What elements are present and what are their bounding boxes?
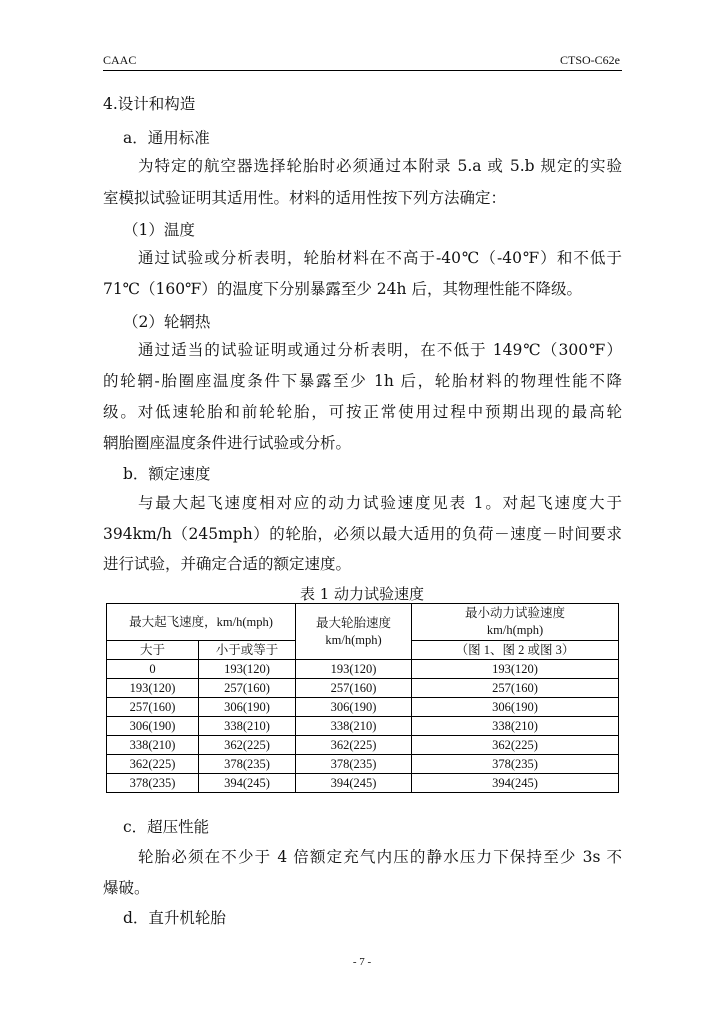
header-doc-id: CTSO-C62e [560, 53, 620, 67]
header-max-takeoff-speed: 最大起飞速度，km/h(mph) [107, 604, 296, 641]
cell-min-test-speed: 306(190) [412, 698, 619, 717]
header-min-test-speed [412, 604, 619, 641]
paragraph-a-line-2: 室模拟试验证明其适用性。材料的适用性按下列方法确定： [103, 189, 507, 207]
cell-max-tire-speed: 338(210) [296, 717, 412, 736]
item-a1-title: （1）温度 [123, 221, 195, 239]
header-over: 大于 [107, 641, 199, 660]
cell-max-tire-speed: 362(225) [296, 736, 412, 755]
cell-min-test-speed: 338(210) [412, 717, 619, 736]
header-figure-reference: （图 1、图 2 或图 3） [412, 641, 619, 660]
cell-min-test-speed: 378(235) [412, 755, 619, 774]
cell-over: 338(210) [107, 736, 199, 755]
paragraph-a1-line-1: 通过试验或分析表明，轮胎材料在不高于-40℃（-40℉）和不低于 [138, 249, 622, 267]
cell-max-tire-speed: 378(235) [296, 755, 412, 774]
paragraph-a2-line-4: 辋胎圈座温度条件进行试验或分析。 [103, 434, 352, 452]
table-row [107, 660, 619, 679]
cell-up-to: 257(160) [199, 679, 296, 698]
table-row [107, 717, 619, 736]
subsection-b-title: b．额定速度 [123, 465, 211, 483]
cell-up-to: 394(245) [199, 774, 296, 793]
cell-over: 257(160) [107, 698, 199, 717]
paragraph-b-line-2: 394km/h（245mph）的轮胎，必须以最大适用的负荷－速度－时间要求 [103, 525, 622, 543]
table-row [107, 698, 619, 717]
header-max-tire-speed-line-2: km/h(mph) [325, 632, 382, 647]
cell-up-to: 378(235) [199, 755, 296, 774]
paragraph-b-line-3: 进行试验，并确定合适的额定速度。 [103, 555, 352, 573]
table-row [107, 736, 619, 755]
subsection-d-title: d．直升机轮胎 [123, 909, 226, 927]
header-max-tire-speed [296, 604, 412, 660]
cell-min-test-speed: 394(245) [412, 774, 619, 793]
dynamic-test-speed-table [106, 603, 619, 793]
cell-over: 362(225) [107, 755, 199, 774]
page-number: - 7 - [352, 956, 372, 968]
table-row [107, 755, 619, 774]
header-org: CAAC [103, 53, 137, 67]
paragraph-a2-line-1: 通过适当的试验证明或通过分析表明，在不低于 149℃（300℉） [138, 341, 622, 359]
paragraph-c-line-2: 爆破。 [103, 879, 150, 897]
cell-up-to: 306(190) [199, 698, 296, 717]
header-min-test-speed-line-2: km/h(mph) [486, 623, 544, 637]
table-caption: 表 1 动力试验速度 [299, 585, 425, 603]
paragraph-a-line-1: 为特定的航空器选择轮胎时必须通过本附录 5.a 或 5.b 规定的实验 [138, 157, 622, 175]
cell-over: 378(235) [107, 774, 199, 793]
cell-max-tire-speed: 193(120) [296, 660, 412, 679]
header-up-to: 小于或等于 [199, 641, 296, 660]
cell-min-test-speed: 193(120) [412, 660, 619, 679]
cell-min-test-speed: 257(160) [412, 679, 619, 698]
cell-up-to: 193(120) [199, 660, 296, 679]
header-min-test-speed-line-1: 最小动力试验速度 [464, 606, 565, 620]
subsection-a-title: a．通用标准 [123, 129, 210, 147]
paragraph-c-line-1: 轮胎必须在不少于 4 倍额定充气内压的静水压力下保持至少 3s 不 [138, 848, 622, 866]
cell-max-tire-speed: 257(160) [296, 679, 412, 698]
cell-up-to: 338(210) [199, 717, 296, 736]
header-rule [103, 70, 622, 71]
cell-max-tire-speed: 394(245) [296, 774, 412, 793]
item-a2-title: （2）轮辋热 [123, 313, 211, 331]
paragraph-a2-line-3: 级。对低速轮胎和前轮轮胎，可按正常使用过程中预期出现的最高轮 [103, 403, 622, 421]
table-row [107, 679, 619, 698]
cell-over: 306(190) [107, 717, 199, 736]
table-row [107, 774, 619, 793]
cell-over: 193(120) [107, 679, 199, 698]
cell-over: 0 [107, 660, 199, 679]
header-max-tire-speed-line-1: 最大轮胎速度 [315, 615, 391, 630]
subsection-c-title: c．超压性能 [123, 818, 210, 836]
cell-min-test-speed: 362(225) [412, 736, 619, 755]
cell-up-to: 362(225) [199, 736, 296, 755]
paragraph-a1-line-2: 71℃（160℉）的温度下分别暴露至少 24h 后，其物理性能不降级。 [103, 280, 582, 298]
paragraph-a2-line-2: 的轮辋-胎圈座温度条件下暴露至少 1h 后，轮胎材料的物理性能不降 [103, 372, 622, 390]
section-title: 4.设计和构造 [103, 95, 196, 113]
cell-max-tire-speed: 306(190) [296, 698, 412, 717]
paragraph-b-line-1: 与最大起飞速度相对应的动力试验速度见表 1。对起飞速度大于 [138, 494, 622, 512]
